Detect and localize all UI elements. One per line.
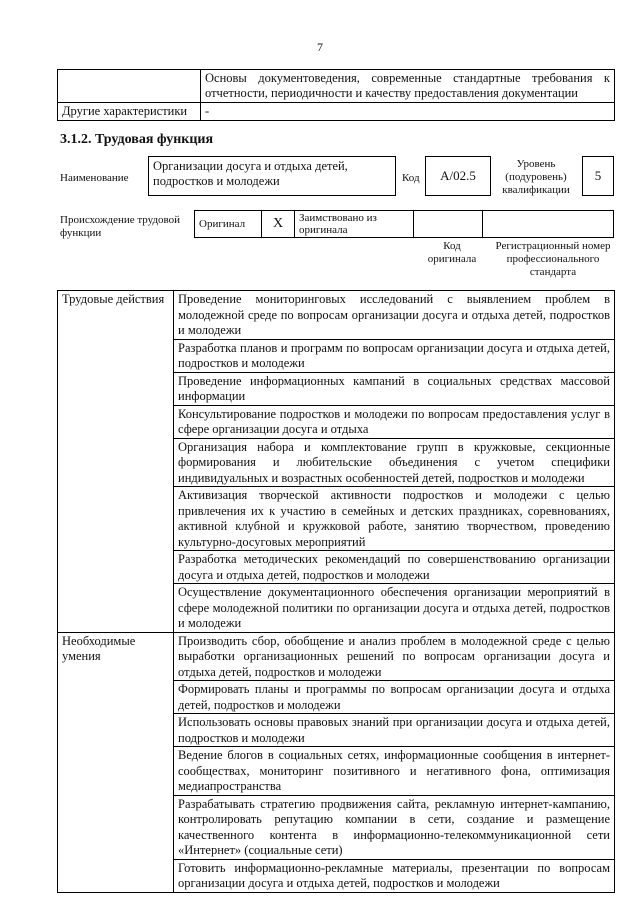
skill-item: Использовать основы правовых знаний при организации досуга и отдыха детей, подростков и молодежи <box>174 714 615 747</box>
skill-item: Формировать планы и программы по вопросам организации досуга и отдыха детей, подростков и молодежи <box>174 681 615 714</box>
origin-label: Происхождение трудовой функции <box>60 214 181 239</box>
reg-number-caption: Регистрационный номер профессионального стандарта <box>495 240 611 278</box>
skill-item: Ведение блогов в социальных сетях, информационные сообщения в интернет-сообществах, мониторинг позитивного и негативного фона, оптимизация медиапространства <box>174 747 615 796</box>
labor-action-item: Осуществление документационного обеспечения организации мероприятий в сфере молодежной политики по организации досуга и отдыха детей, подростков и молодежи <box>174 584 615 633</box>
function-name-box: Организации досуга и отдыха детей, подростков и молодежи <box>148 156 396 196</box>
labor-action-item: Консультирование подростков и молодежи по вопросам предоставления услуг в сфере организации досуга и отдыха <box>174 405 615 438</box>
borrowed-label: Заимствовано из оригинала <box>295 211 414 238</box>
code-original-cell <box>414 211 483 238</box>
other-characteristics-value: - <box>201 103 615 121</box>
function-code-box: A/02.5 <box>425 156 491 196</box>
labor-action-item: Проведение мониторинговых исследований с выявлением проблем в молодежной среде по вопросам организации досуга и отдыха детей, подростков и молодежи <box>174 291 615 340</box>
skills-label: Необходимые умения <box>58 632 174 892</box>
skill-item: Готовить информационно-рекламные материалы, презентации по вопросам организации досуга и отдыха детей, подростков и молодежи <box>174 859 615 892</box>
section-title: 3.1.2. Трудовая функция <box>60 132 214 147</box>
labor-action-item: Проведение информационных кампаний в социальных средствах массовой информации <box>174 372 615 405</box>
labor-actions-label: Трудовые действия <box>58 291 174 633</box>
code-original-caption: Код оригинала <box>427 240 477 265</box>
labor-action-item: Активизация творческой активности подростков и молодежи с целью привлечения их к участию в семейных и детских праздниках, соревнованиях, активной клубной и кружковой работе, занятию творчеством, проведению культурно-досуговых мероприятий <box>174 487 615 551</box>
code-label: Код <box>402 172 420 184</box>
labor-action-item: Разработка планов и программ по вопросам организации досуга и отдыха детей, подростков и молодежи <box>174 339 615 372</box>
empty-cell <box>58 70 201 103</box>
function-table <box>57 290 615 893</box>
original-label: Оригинал <box>195 211 262 238</box>
level-box: 5 <box>582 156 614 196</box>
name-label: Наименование <box>60 172 129 184</box>
table-row <box>195 211 614 238</box>
top-table <box>57 69 615 121</box>
labor-action-item: Организация набора и комплектование групп в кружковые, секционные формирования и любительские объединения с учетом специфики индивидуальных и возрастных особенностей детей, подростков и молодежи <box>174 438 615 487</box>
level-label: Уровень (подуровень) квалификации <box>502 158 570 196</box>
knowledge-cell: Основы документоведения, современные стандартные требования к отчетности, периодичности и качеству предоставления документации <box>201 70 615 103</box>
page-number: 7 <box>317 40 323 54</box>
other-characteristics-label: Другие характеристики <box>58 103 201 121</box>
skill-item: Производить сбор, обобщение и анализ проблем в молодежной среде с целью выработки организационных решений по вопросам организации досуга и отдыха детей, подростков и молодежи <box>174 632 615 681</box>
table-row <box>58 291 615 340</box>
origin-table <box>194 210 614 238</box>
table-row <box>58 632 615 681</box>
reg-number-cell <box>483 211 614 238</box>
labor-action-item: Разработка методических рекомендаций по совершенствованию организации досуга и отдыха детей, подростков и молодежи <box>174 551 615 584</box>
table-row <box>58 70 615 103</box>
table-row <box>58 103 615 121</box>
original-mark: X <box>262 211 295 238</box>
skill-item: Разрабатывать стратегию продвижения сайта, рекламную интернет-кампанию, контролировать репутацию компании в сети, создание и размещение качественного контента в информационно-телекоммуникационной сети «Интернет» (социальные сети) <box>174 795 615 859</box>
